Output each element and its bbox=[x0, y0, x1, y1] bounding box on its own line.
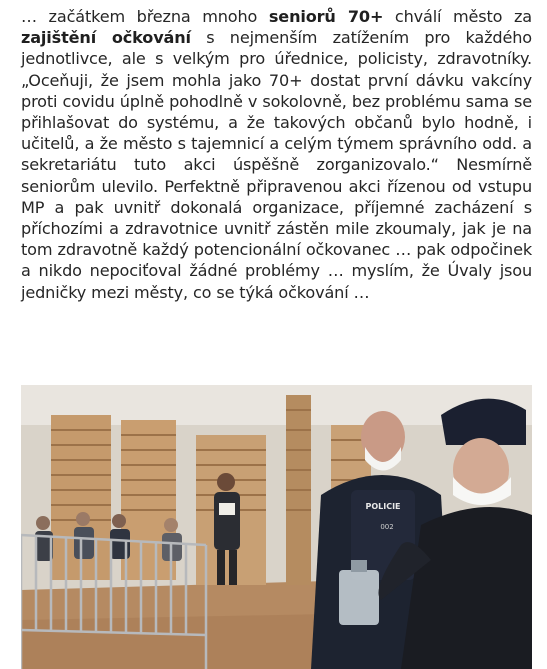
highlight-vaccination: zajištění očkování bbox=[21, 28, 191, 48]
highlight-seniors: seniorů 70+ bbox=[268, 7, 384, 26]
text-segment: chválí město za bbox=[383, 7, 532, 26]
article-photo bbox=[21, 385, 532, 669]
photo-scene bbox=[21, 385, 532, 669]
vest-label: POLICIE bbox=[365, 502, 401, 511]
text-segment: s nejmenším zatížením pro každého jednotlivce, ale s velkým pro úřednice, policisty, zdravotníky. „Oceňuji, že jsem mohla jako 70+ dostat první dávku vakcíny proti covidu úplně pohodlně v sokolovně, bez problému sama se přihlašovat do systému, a že takových občanů bylo hodně, i učitelů, a že město s tajemnicí a celým týmem správního odd. a sekretariátu tuto akci úspěšně zorganizovalo.“ Nesmírně seniorům ulevilo. Perfektně připravenou akci řízenou od vstupu MP a pak uvnitř dokonalá organizace, příjemné zacházení s příchozími a zdravotnice uvnitř zástěn mile zkoumaly, jak je na tom zdravotně každý potencionální očkovanec … pak odpočinek a nikdo nepociťoval žádné problémy … myslím, že Úvaly jsou jedničky mezi městy, co se týká očkování … bbox=[21, 28, 533, 302]
text-segment: … začátkem března mnoho bbox=[21, 7, 269, 26]
article-text bbox=[21, 6, 532, 303]
badge-number: 002 bbox=[380, 523, 394, 531]
sanitizer-bottle bbox=[339, 570, 379, 625]
article-paragraph bbox=[21, 6, 532, 303]
